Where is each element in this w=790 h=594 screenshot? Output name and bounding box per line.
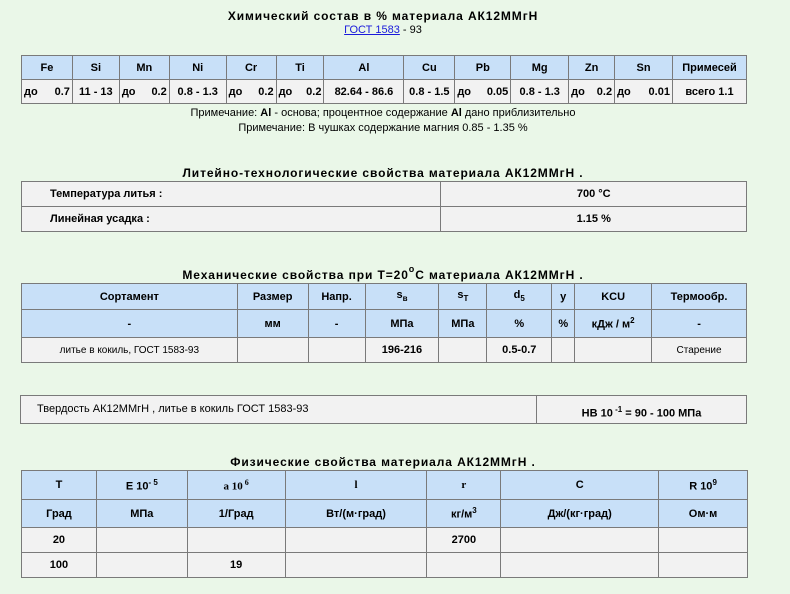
mech-header-cell [487,284,552,310]
phys-unit-cell [427,500,501,528]
phys-data-cell [285,528,427,553]
mech-header-cell: y [552,284,575,310]
chem-value-cell [455,80,511,104]
mech-data-cell [237,338,308,363]
unit-sup: 3 [472,506,477,516]
chem-value-cell: 0.8 - 1.5 [404,80,455,104]
chem-value-cell: 0.8 - 1.3 [169,80,226,104]
chem-value-cell: 0.8 - 1.3 [511,80,569,104]
phys-unit-cell: Ом·м [659,500,748,528]
note-text: - основа; процентное содержание [271,107,451,119]
mech-header-cell: Сортамент [22,284,238,310]
note-text: дано приблизительно [461,107,576,119]
chem-value-prefix: до [121,85,136,98]
phys-unit-cell: Град [22,500,97,528]
chem-header-cell: Ti [276,56,324,80]
mech-unit-cell: % [552,310,575,338]
mech-unit-cell: МПа [439,310,487,338]
phys-header-cell: T [22,471,97,500]
gost-suffix: - 93 [399,24,422,36]
hardness-value [536,395,747,424]
chem-value-cell [276,80,324,104]
chem-header-cell: Cu [404,56,455,80]
chem-header-cell: Al [324,56,404,80]
hardness-text: = 90 - 100 МПа [622,407,702,420]
chem-value-cell [615,80,673,104]
chem-value-prefix: до [228,85,243,98]
symbol: a 10 [223,480,243,493]
phys-data-cell [187,528,285,553]
phys-header-cell [659,471,748,500]
phys-data-cell: 100 [22,553,97,578]
chem-header-cell: Pb [455,56,511,80]
hardness-text: НВ 10 [581,407,613,420]
symbol-sup: 6 [242,477,249,487]
mech-title-text: Механические свойства при Т=20 [182,268,409,282]
degree-sign: o [408,264,416,274]
chem-header-cell: Примесей [672,56,746,80]
chem-value-cell [119,80,169,104]
hardness-description: Твердость АК12ММгН , литье в кокиль ГОСТ 1583-93 [20,395,537,424]
phys-data-row [22,528,748,553]
symbol: s [457,289,464,302]
phys-data-cell [285,553,427,578]
symbol-sup: - 5 [148,477,158,487]
chem-header-row [22,56,747,80]
chem-value-cell: всего 1.1 [672,80,746,104]
mech-data-cell: литье в кокиль, ГОСТ 1583-93 [22,338,238,363]
phys-unit-row [22,500,748,528]
mech-unit-cell: мм [237,310,308,338]
phys-data-cell [501,528,659,553]
hardness-sup: -1 [612,405,623,414]
cast-table [21,181,747,232]
mech-header-row [22,284,747,310]
mech-data-cell: 0.5-0.7 [487,338,552,363]
chem-header-cell: Mg [511,56,569,80]
symbol: s [396,289,403,302]
chem-value-cell [22,80,73,104]
mech-data-cell [575,338,652,363]
phys-data-cell [501,553,659,578]
unit-sup: 2 [630,316,635,326]
mech-title [0,266,766,282]
phys-unit-cell: Дж/(кг·град) [501,500,659,528]
phys-data-cell: 20 [22,528,97,553]
chem-note-1 [0,107,766,119]
note-element: Al [450,107,462,119]
chem-value-prefix: до [24,85,38,98]
chem-header-cell: Zn [569,56,615,80]
chem-value-cell: 82.64 - 86.6 [324,80,404,104]
mech-table [21,283,747,363]
chem-title: Химический состав в % материала АК12ММгН [227,9,539,23]
cast-row [22,182,747,207]
mech-data-row [22,338,747,363]
chem-gost-line [0,24,766,36]
phys-data-cell [96,528,187,553]
cast-value: 1.15 % [441,207,747,232]
cast-label: Температура литья : [22,182,441,207]
symbol-sub: 5 [520,294,525,304]
chem-value: 0.01 [648,85,670,98]
mech-unit-cell: - [22,310,238,338]
gost-link[interactable]: ГОСТ 1583 [344,24,400,36]
unit-text: кг/м [451,508,473,521]
mech-unit-row [22,310,747,338]
mech-title-text: С материала АК12ММгН . [415,268,584,282]
chem-value-prefix: до [457,85,472,98]
chem-note-2: Примечание: В чушках содержание магния 0.85 - 1.35 % [238,122,528,134]
phys-unit-cell: 1/Град [187,500,285,528]
cast-value: 700 °С [441,182,747,207]
chem-value-prefix: до [278,85,293,98]
mech-unit-cell [575,310,652,338]
mech-unit-cell: - [652,310,747,338]
mech-header-cell [439,284,487,310]
mech-data-cell: Старение [652,338,747,363]
chem-value: 0.2 [596,85,613,98]
unit-text: кДж / м [591,318,631,331]
chem-value: 0.2 [306,85,322,98]
chem-header-cell: Sn [615,56,673,80]
phys-title: Физические свойства материала АК12ММгН . [230,455,536,469]
chem-header-cell: Mn [119,56,169,80]
phys-table [21,470,748,578]
phys-header-cell [96,471,187,500]
mech-data-cell [308,338,365,363]
mech-data-cell [439,338,487,363]
chem-value-cell: 11 - 13 [72,80,119,104]
chem-value-prefix: до [617,85,631,98]
phys-header-cell: l [285,471,427,500]
symbol: E 10 [125,480,149,493]
note-text: Примечание: [190,107,261,119]
mech-header-cell: KCU [575,284,652,310]
chem-header-cell: Fe [22,56,73,80]
chem-header-cell: Ni [169,56,226,80]
phys-unit-cell: Вт/(м·град) [285,500,427,528]
note-element: Al [260,107,272,119]
chem-header-cell: Cr [226,56,276,80]
symbol: R 10 [689,480,713,493]
phys-header-row [22,471,748,500]
phys-data-cell [96,553,187,578]
symbol: d [513,289,521,302]
phys-header-cell: C [501,471,659,500]
cast-row [22,207,747,232]
chem-value-row [22,80,747,104]
phys-data-cell [659,553,748,578]
phys-data-row [22,553,748,578]
chem-value-cell [569,80,615,104]
chem-value-prefix: до [571,85,585,98]
chem-table [21,55,747,104]
chem-value-cell [226,80,276,104]
cast-title: Литейно-технологические свойства материала АК12ММгН . [182,166,584,180]
mech-unit-cell: % [487,310,552,338]
chem-value: 0.2 [258,85,274,98]
chem-value: 0.2 [151,85,167,98]
symbol-sub: T [463,294,469,304]
mech-data-cell: 196-216 [365,338,439,363]
mech-header-cell [365,284,439,310]
cast-label: Линейная усадка : [22,207,441,232]
mech-data-cell [552,338,575,363]
mech-unit-cell: - [308,310,365,338]
mech-header-cell: Напр. [308,284,365,310]
phys-data-cell [659,528,748,553]
mech-header-cell: Размер [237,284,308,310]
symbol-sub: в [402,294,408,304]
phys-data-cell [427,553,501,578]
phys-header-cell [187,471,285,500]
mech-unit-cell: МПа [365,310,439,338]
chem-header-cell: Si [72,56,119,80]
symbol-sup: 9 [712,477,717,487]
phys-unit-cell: МПа [96,500,187,528]
chem-value: 0.7 [54,85,70,98]
phys-header-cell: r [427,471,501,500]
chem-value: 0.05 [486,85,509,98]
mech-header-cell: Термообр. [652,284,747,310]
phys-data-cell: 19 [187,553,285,578]
phys-data-cell: 2700 [427,528,501,553]
